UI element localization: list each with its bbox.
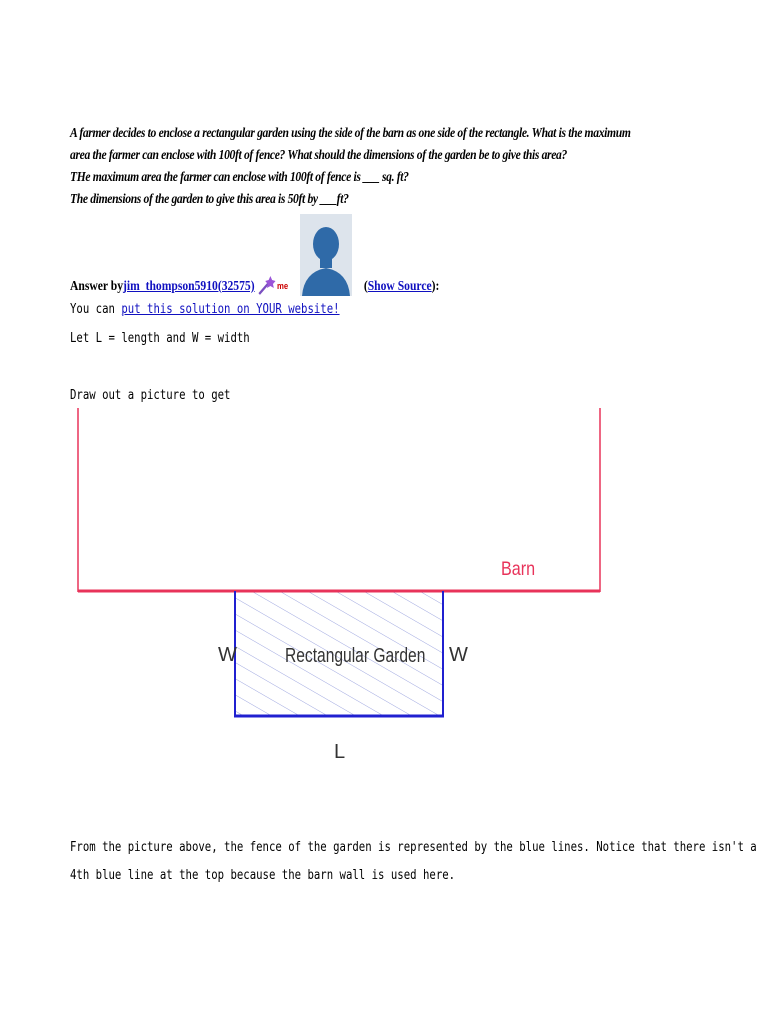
- show-source-link[interactable]: Show Source: [367, 278, 432, 293]
- question-line: THe maximum area the farmer can enclose with 100ft of fence is ___ sq. ft?: [70, 169, 409, 184]
- show-source-close: ):: [431, 278, 440, 293]
- author-link[interactable]: jim_thompson5910(32575): [123, 278, 255, 293]
- explanation-line: 4th blue line at the top because the barn wall is used here.: [70, 868, 456, 883]
- show-source-open: (: [363, 278, 368, 293]
- garden-label: Rectangular Garden: [285, 644, 426, 667]
- barn-label: Barn: [501, 557, 536, 580]
- question-text: [70, 122, 629, 210]
- wand-icon: [256, 276, 275, 296]
- answer-by-prefix: Answer by: [70, 278, 124, 293]
- draw-line: Draw out a picture to get: [70, 388, 231, 403]
- left-side-label: W: [218, 644, 237, 666]
- bottom-label: L: [334, 741, 346, 763]
- question-line: A farmer decides to enclose a rectangular garden using the side of the barn as one side of the rectangle. What is the maximum: [70, 125, 631, 140]
- website-link[interactable]: put this solution on YOUR website!: [121, 302, 340, 317]
- website-line: [70, 302, 340, 317]
- explanation-paragraph: [70, 834, 757, 890]
- explanation-line: From the picture above, the fence of the garden is represented by the blue lines. Notice that there isn't a: [70, 840, 757, 855]
- you-can-text: You can: [70, 302, 122, 317]
- question-line: area the farmer can enclose with 100ft of fence? What should the dimensions of the garden be to give this area?: [70, 147, 567, 162]
- avatar: [300, 214, 352, 296]
- let-line: Let L = length and W = width: [70, 331, 250, 346]
- me-badge: me: [276, 281, 289, 291]
- question-line: The dimensions of the garden to give this area is 50ft by ___ft?: [70, 191, 349, 206]
- right-side-label: W: [449, 644, 468, 666]
- garden-diagram: [60, 400, 620, 785]
